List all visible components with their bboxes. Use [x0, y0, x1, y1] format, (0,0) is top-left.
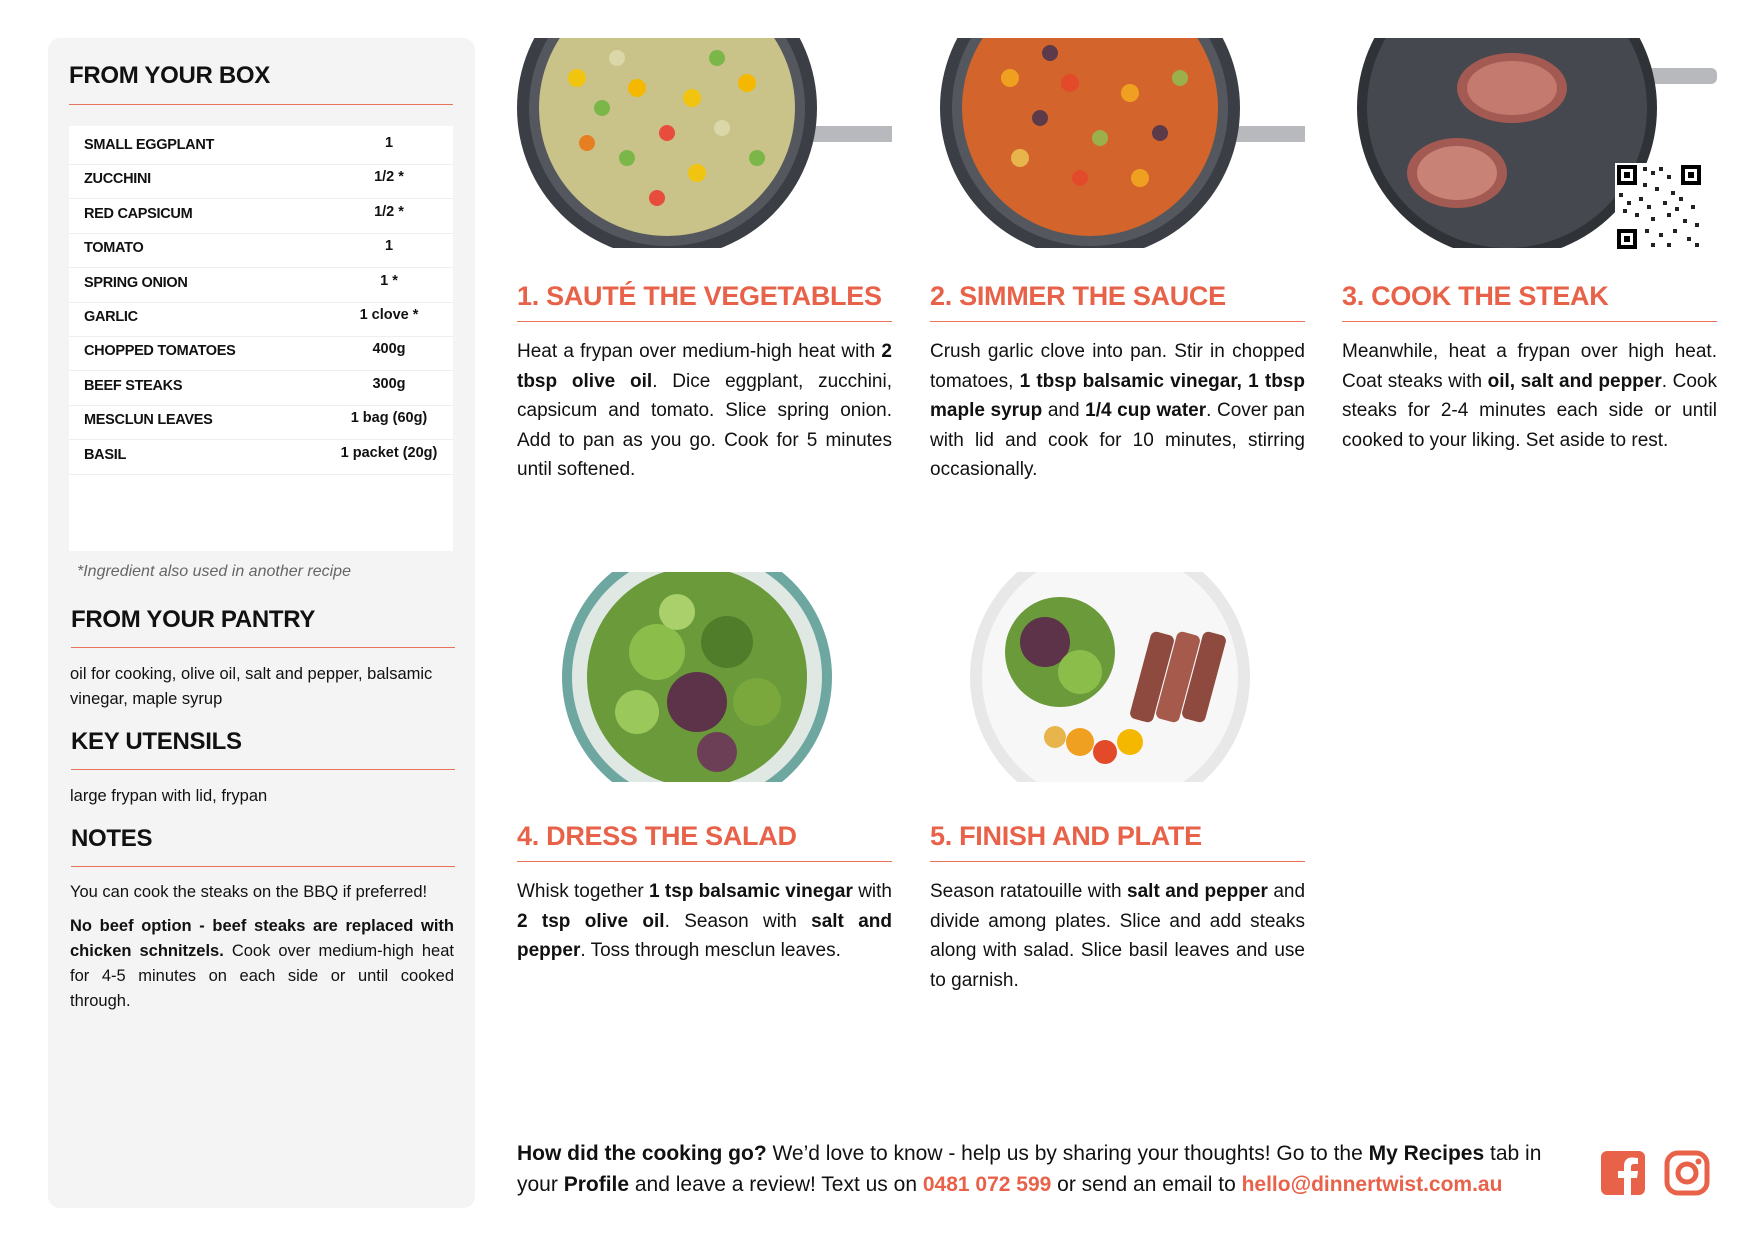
ingredient-qty: 1: [384, 238, 394, 255]
step-5-title: 5. FINISH AND PLATE: [930, 821, 1202, 851]
step-1-text: [517, 337, 892, 485]
qr-code-icon[interactable]: [1615, 163, 1703, 251]
ingredient-name: TOMATO: [84, 240, 144, 257]
step-text-segment: Heat a frypan over medium-high heat with: [517, 341, 882, 362]
ingredient-row: [69, 367, 453, 406]
ingredient-row: [69, 160, 453, 199]
ingredient-name: CHOPPED TOMATOES: [84, 343, 236, 360]
ingredient-name: SMALL EGGPLANT: [84, 137, 215, 153]
ingredient-qty: 300g: [372, 375, 406, 392]
ingredient-name: RED CAPSICUM: [84, 205, 193, 222]
footer-text: and leave a review! Text us on: [629, 1173, 923, 1196]
step-text-segment: and: [1042, 400, 1086, 421]
salad-bowl-image: [517, 572, 892, 782]
step-text-segment: and divide among plates. Slice and add steaks along with salad. Slice basil leaves and use to garnish.: [930, 881, 1306, 991]
ingredient-row: [69, 298, 453, 337]
step-2-text: [930, 337, 1305, 485]
footer-text: We’d love to know - help us by sharing your thoughts! Go to the: [766, 1142, 1369, 1165]
step-2-rule: [930, 321, 1305, 322]
step-text-segment: . Cover pan with lid and cook for 10 minutes, stirring occasionally.: [930, 400, 1305, 480]
ingredients-sidebar: [48, 38, 475, 1208]
ingredient-row: [69, 436, 453, 475]
step-emphasis: 1 tbsp balsamic vinegar, 1 tbsp maple syrup: [930, 370, 1305, 421]
feedback-footer: [517, 1138, 1577, 1200]
ingredient-name: BEEF STEAKS: [84, 377, 183, 394]
pan-sauce-image: [930, 38, 1305, 248]
ingredient-qty: 1 bag (60g): [350, 410, 428, 427]
notes-line: You can cook the steaks on the BBQ if preferred!: [70, 883, 428, 901]
step-text-segment: Whisk together: [517, 881, 650, 902]
footer-text: tab in your: [517, 1142, 1542, 1196]
step-1-title: 1. SAUTÉ THE VEGETABLES: [517, 281, 882, 311]
notes-bold: No beef option - beef steaks are replaced with chicken schnitzels.: [70, 917, 454, 960]
ingredient-name: MESCLUN LEAVES: [84, 412, 213, 429]
ingredient-qty: 1 *: [380, 272, 398, 289]
step-text-segment: Season ratatouille with: [930, 881, 1128, 902]
ingredient-name: GARLIC: [84, 309, 138, 325]
utensils-text: large frypan with lid, frypan: [70, 787, 268, 805]
step-emphasis: 1/4 cup water: [1085, 400, 1207, 421]
ingredient-qty: 1 packet (20g): [340, 444, 438, 461]
step-emphasis: salt and pepper: [1127, 881, 1268, 902]
step-5-text: [930, 877, 1305, 995]
instagram-icon[interactable]: [1664, 1150, 1710, 1196]
phone-link[interactable]: 0481 072 599: [922, 1173, 1052, 1196]
step-emphasis: salt and pepper: [517, 910, 892, 961]
step-emphasis: oil, salt and pepper: [1487, 370, 1662, 392]
ingredient-name: SPRING ONION: [84, 274, 188, 291]
step-3-text: [1342, 337, 1717, 455]
title-rule: [71, 647, 455, 648]
pan-vegetables-image: [517, 38, 892, 248]
notes-title: NOTES: [71, 825, 153, 852]
from-your-pantry-title: FROM YOUR PANTRY: [71, 606, 316, 633]
email-link[interactable]: hello@dinnertwist.com.au: [1241, 1173, 1503, 1196]
step-text-segment: . Season with: [664, 910, 812, 932]
pantry-text: oil for cooking, olive oil, salt and pepper, balsamic vinegar, maple syrup: [70, 665, 433, 708]
plated-dish-image: [930, 572, 1305, 782]
from-your-box-title: FROM YOUR BOX: [69, 62, 271, 89]
title-rule: [69, 104, 453, 105]
step-emphasis: 2 tsp olive oil: [517, 910, 665, 932]
ingredient-row: [69, 229, 453, 268]
my-recipes-link[interactable]: My Recipes: [1368, 1142, 1485, 1165]
step-3-rule: [1342, 321, 1717, 322]
ingredient-row: [69, 264, 453, 303]
step-emphasis: 1 tsp balsamic vinegar: [649, 881, 853, 902]
step-2-title: 2. SIMMER THE SAUCE: [930, 281, 1226, 311]
ingredient-qty: 1 clove *: [359, 307, 419, 323]
notes-rest: Cook over medium-high heat for 4-5 minutes on each side or until cooked through.: [70, 942, 454, 1010]
ingredient-name: BASIL: [84, 446, 127, 463]
ingredients-table: [69, 126, 453, 551]
profile-link[interactable]: Profile: [563, 1173, 630, 1196]
title-rule: [71, 866, 455, 867]
ingredient-row: [69, 332, 453, 371]
step-text-segment: . Cook steaks for 2-4 minutes each side or until cooked to your liking. Set aside to rest.: [1342, 370, 1717, 451]
step-text-segment: Meanwhile, heat a frypan over high heat. Coat steaks with: [1342, 341, 1717, 392]
key-utensils-title: KEY UTENSILS: [71, 728, 242, 755]
ingredient-row: [69, 126, 453, 165]
notes-paragraph: [70, 914, 454, 1014]
title-rule: [71, 769, 455, 770]
step-5-rule: [930, 861, 1305, 862]
ingredient-name: ZUCCHINI: [84, 171, 151, 188]
footer-text: or send an email to: [1051, 1173, 1242, 1196]
step-text-segment: with: [852, 881, 892, 902]
ingredient-note: *Ingredient also used in another recipe: [77, 563, 351, 580]
step-text-segment: . Dice eggplant, zucchini, capsicum and tomato. Slice spring onion. Add to pan as you go. Cook for 5 minutes until softened.: [517, 370, 892, 480]
step-4-title: 4. DRESS THE SALAD: [517, 821, 797, 851]
step-text-segment: . Toss through mesclun leaves.: [580, 940, 841, 961]
facebook-icon[interactable]: [1600, 1150, 1646, 1196]
footer-question: How did the cooking go?: [517, 1142, 767, 1165]
ingredient-row: [69, 401, 453, 440]
step-4-text: [517, 877, 892, 966]
ingredient-qty: 1/2 *: [374, 203, 404, 220]
step-text-segment: Crush garlic clove into pan. Stir in chopped tomatoes,: [930, 341, 1305, 392]
ingredient-qty: 400g: [372, 341, 406, 358]
step-4-rule: [517, 861, 892, 862]
ingredient-row: [69, 195, 453, 234]
step-1-rule: [517, 321, 892, 322]
step-emphasis: 2 tbsp olive oil: [517, 341, 892, 392]
ingredient-qty: 1/2 *: [374, 169, 404, 186]
ingredient-qty: 1: [384, 135, 394, 151]
step-3-title: 3. COOK THE STEAK: [1342, 281, 1609, 311]
